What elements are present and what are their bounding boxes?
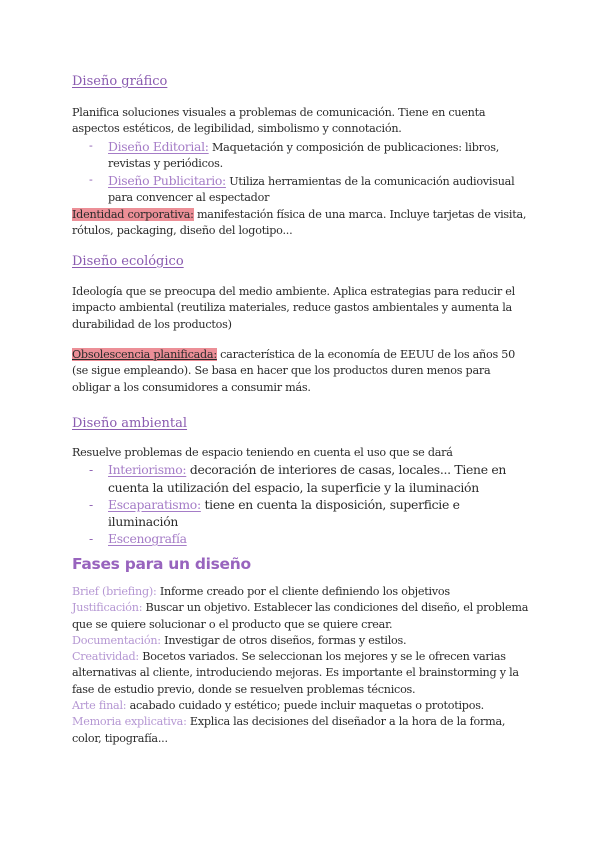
graphic-intro: Planifica soluciones visuales a problemas de comunicación. Tiene en cuenta aspectos estéticos, de legibilidad, simbolismo y connotación. — [72, 106, 486, 136]
phase-item — [72, 633, 532, 649]
graphic-list — [72, 138, 532, 207]
phase-text: Bocetos variados. Se seleccionan los mejores y se le ofrecen varias alternativas al cliente, introduciendo mejoras. Es importante el brainstorming y la fase de estudio previo, donde se resuelven problemas técnicos. — [72, 650, 519, 696]
section-title: Diseño ambiental — [72, 416, 188, 431]
section-fases — [72, 584, 532, 747]
list-item — [72, 496, 532, 530]
phase-label: Arte final: — [72, 699, 127, 713]
phase-label: Brief (briefing): — [72, 585, 157, 598]
highlight-term: Identidad corporativa: — [72, 207, 194, 221]
list-item — [72, 461, 532, 495]
heading-diseno-ambiental — [72, 412, 532, 431]
term-link[interactable]: Escaparatismo: — [108, 496, 201, 512]
phase-item — [72, 584, 532, 600]
phase-text: Informe creado por el cliente definiendo los objetivos — [156, 585, 450, 598]
phase-text: Buscar un objetivo. Establecer las condiciones del diseño, el problema que se quiere solucionar o el producto que se quiere crear. — [72, 601, 529, 631]
list-item — [72, 172, 532, 207]
phase-item — [72, 698, 532, 714]
list-item-text: Utiliza herramientas de la comunicación audiovisual para convencer al espectador — [108, 175, 515, 205]
phase-label: Documentación: — [72, 633, 161, 647]
heading-diseno-grafico — [72, 70, 532, 89]
term-link[interactable]: Diseño Editorial: — [108, 138, 209, 154]
phase-label: Memoria explicativa: — [72, 715, 187, 729]
environmental-intro: Resuelve problemas de espacio teniendo en cuenta el uso que se dará — [72, 446, 453, 459]
phase-label: Justificación: — [72, 601, 143, 615]
list-item-text: decoración de interiores de casas, locales... Tiene en cuenta la utilización del espacio, la superficie y la iluminación — [108, 462, 507, 495]
phase-text: Explica las decisiones del diseñador a la hora de la forma, color, tipografía... — [72, 715, 506, 745]
term-link[interactable]: Diseño Publicitario: — [108, 173, 226, 189]
phase-text: Investigar de otros diseños, formas y estilos. — [160, 633, 407, 647]
section-title: Diseño gráfico — [72, 74, 168, 89]
section-diseno-ambiental — [72, 445, 532, 547]
obsolescence-text: característica de la economía de EEUU de los años 50 (se sigue empleando). Se basa en hacer que los productos duren menos para obligar a los consumidores a consumir más. — [72, 348, 516, 394]
heading-fases — [72, 554, 532, 573]
term-link[interactable]: Interiorismo: — [108, 462, 187, 478]
phase-label: Creatividad: — [72, 650, 139, 664]
ecological-intro: Ideología que se preocupa del medio ambiente. Aplica estrategias para reducir el impacto ambiental (reutiliza materiales, reduce gastos ambientales y aumenta la durabilidad de los productos) — [72, 285, 515, 331]
list-item-text: tiene en cuenta la disposición, superficie e iluminación — [108, 496, 460, 529]
section-title: Fases para un diseño — [72, 555, 251, 573]
phase-item — [72, 649, 532, 698]
phase-item — [72, 714, 532, 747]
heading-diseno-ecologico — [72, 250, 532, 269]
section-diseno-grafico — [72, 105, 532, 239]
phase-item — [72, 600, 532, 633]
section-diseno-ecologico — [72, 284, 532, 333]
phase-text: acabado cuidado y estético; puede incluir maquetas o prototipos. — [126, 699, 484, 713]
list-item — [72, 138, 532, 173]
section-title: Diseño ecológico — [72, 254, 184, 269]
environmental-list — [72, 461, 532, 547]
identity-paragraph — [72, 207, 532, 240]
obsolescence-paragraph — [72, 347, 532, 396]
list-item-text: Maquetación y composición de publicaciones: libros, revistas y periódicos. — [108, 140, 500, 170]
highlight-term: Obsolescencia planificada: — [72, 348, 217, 361]
list-item — [72, 530, 532, 547]
term-link[interactable]: Escenografía — [108, 531, 187, 547]
identity-text: manifestación física de una marca. Incluye tarjetas de visita, rótulos, packaging, diseño del logotipo... — [72, 207, 527, 238]
